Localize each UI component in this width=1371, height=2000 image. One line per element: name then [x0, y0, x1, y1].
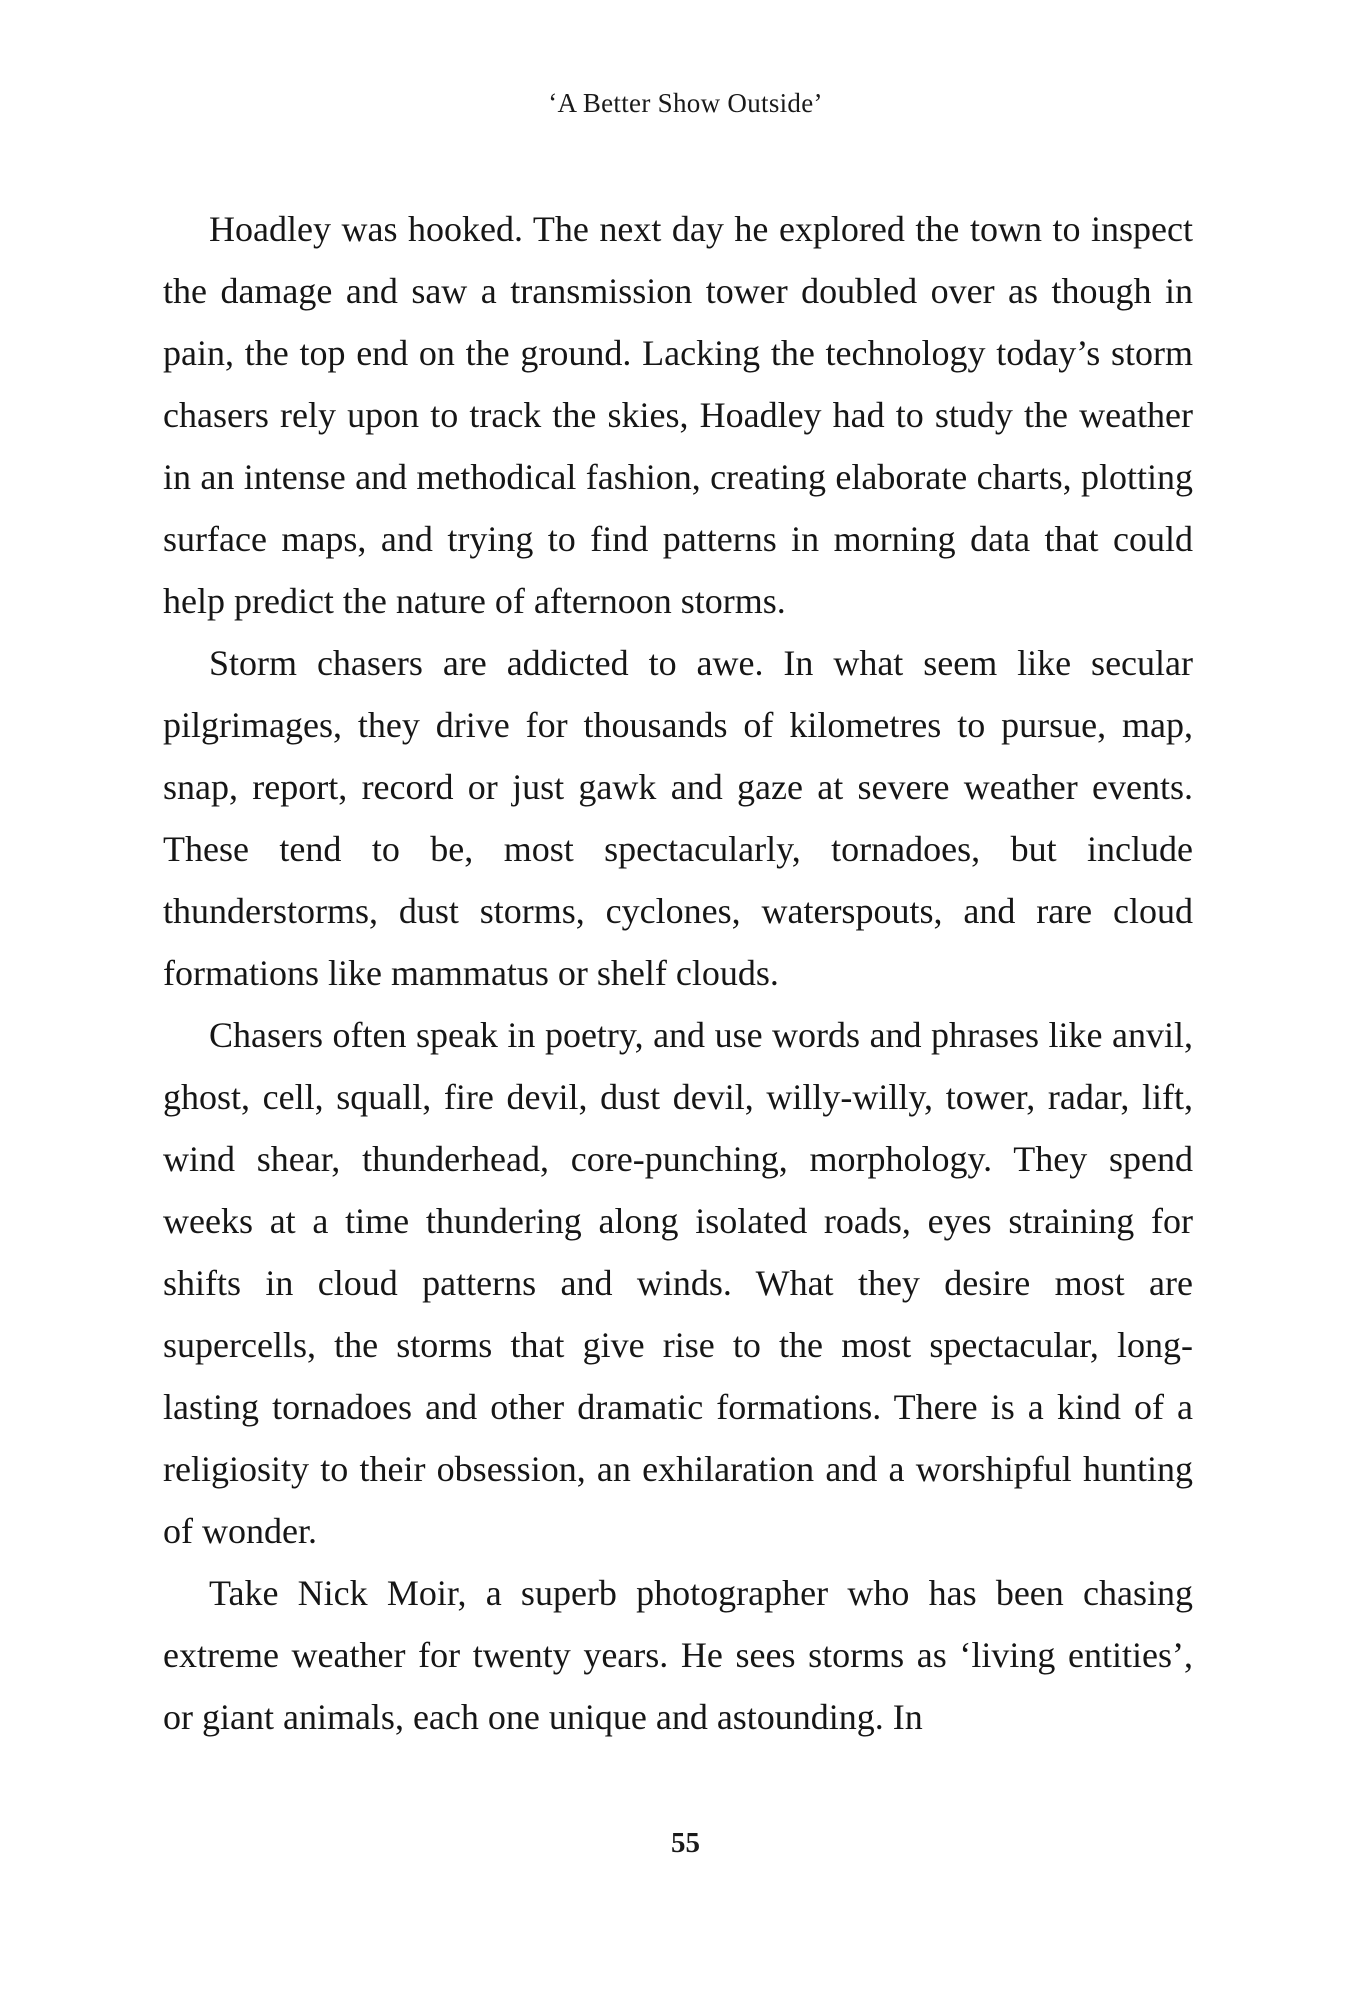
body-text — [163, 198, 1193, 1748]
running-head: ‘A Better Show Outside’ — [548, 88, 823, 118]
paragraph-4: Take Nick Moir, a superb photographer who has been chasing extreme weather for twenty years. He sees storms as ‘living entities’, or giant animals, each one unique and astounding. In — [163, 1573, 1193, 1737]
paragraph-1: Hoadley was hooked. The next day he explored the town to inspect the damage and saw a transmission tower doubled over as though in pain, the top end on the ground. Lacking the technology today’s storm chasers rely upon to track the skies, Hoadley had to study the weather in an intense and methodical fashion, creating elaborate charts, plotting surface maps, and trying to find patterns in morning data that could help predict the nature of afternoon storms. — [163, 209, 1193, 621]
page-number: 55 — [671, 1827, 700, 1859]
paragraph-3: Chasers often speak in poetry, and use words and phrases like anvil, ghost, cell, squall, fire devil, dust devil, willy-willy, tower, radar, lift, wind shear, thunderhead, core-punching, morphology. They spend weeks at a time thundering along isolated roads, eyes straining for shifts in cloud patterns and winds. What they desire most are supercells, the storms that give rise to the most spectacular, long-lasting tornadoes and other dramatic formations. There is a kind of a religiosity to their obsession, an exhilaration and a worshipful hunting of wonder. — [163, 1015, 1193, 1551]
paragraph-2: Storm chasers are addicted to awe. In what seem like secular pilgrimages, they drive for thousands of kilometres to pursue, map, snap, report, record or just gawk and gaze at severe weather events. These tend to be, most spectacularly, tornadoes, but include thunderstorms, dust storms, cyclones, waterspouts, and rare cloud formations like mammatus or shelf clouds. — [163, 643, 1193, 993]
